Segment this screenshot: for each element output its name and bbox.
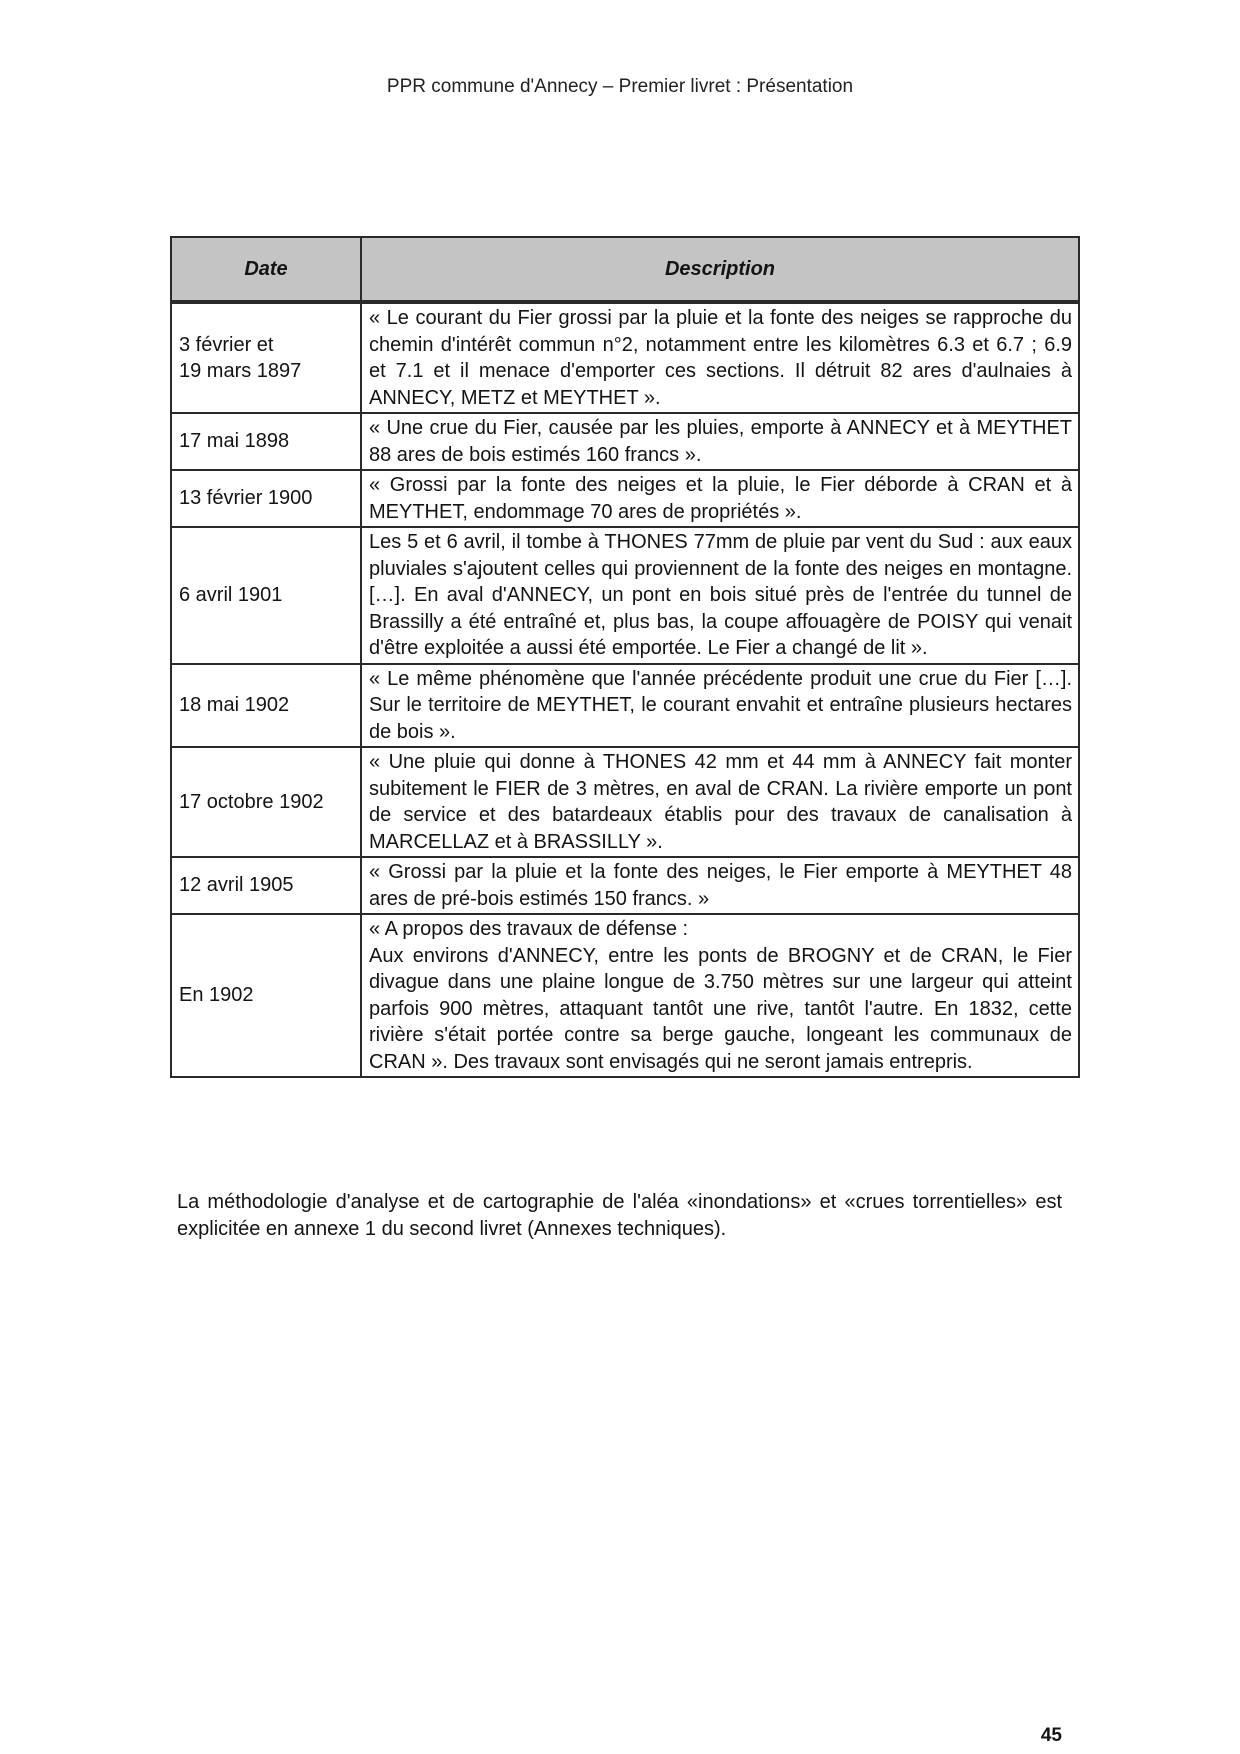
table-row	[171, 664, 1079, 748]
event-description-cell: « A propos des travaux de défense : Aux environs d'ANNECY, entre les ponts de BROGNY et de CRAN, le Fier divague dans une plaine longue de 3.750 mètres sur une largeur qui atteint parfois 900 mètres, attaquant tantôt une rive, tantôt l'autre. En 1832, cette rivière s'était portée contre sa berge gauche, longeant les communaux de CRAN ». Des travaux sont envisagés qui ne seront jamais entrepris.	[361, 914, 1079, 1077]
event-description-cell: « Une pluie qui donne à THONES 42 mm et 44 mm à ANNECY fait monter subitement le FIER de 3 mètres, en aval de CRAN. La rivière emporte un pont de service et des batardeaux établis pour des travaux de canalisation à MARCELLAZ et à BRASSILLY ».	[361, 747, 1079, 857]
event-date-cell: En 1902	[171, 914, 361, 1077]
column-header-description: Description	[361, 237, 1079, 302]
methodology-paragraph: La méthodologie d'analyse et de cartographie de l'aléa «inondations» et «crues torrentielles» est explicitée en annexe 1 du second livret (Annexes techniques).	[177, 1191, 1062, 1240]
page-number: 45	[1040, 1725, 1062, 1746]
event-date-cell: 13 février 1900	[171, 470, 361, 527]
event-description-cell: « Une crue du Fier, causée par les pluies, emporte à ANNECY et à MEYTHET 88 ares de bois estimés 160 francs ».	[361, 413, 1079, 470]
table-header-row	[171, 237, 1079, 302]
event-date-cell: 18 mai 1902	[171, 664, 361, 748]
table-row	[171, 302, 1079, 413]
event-date-cell: 3 février et 19 mars 1897	[171, 302, 361, 413]
event-date-cell: 6 avril 1901	[171, 527, 361, 664]
table-row	[171, 857, 1079, 914]
table-row	[171, 470, 1079, 527]
event-description-cell: « Grossi par la pluie et la fonte des neiges, le Fier emporte à MEYTHET 48 ares de pré-bois estimés 150 francs. »	[361, 857, 1079, 914]
event-description-cell: « Le courant du Fier grossi par la pluie et la fonte des neiges se rapproche du chemin d'intérêt commun n°2, notamment entre les kilomètres 6.3 et 6.7 ; 6.9 et 7.1 et il menace d'emporter ces sections. Il détruit 82 ares d'aulnaies à ANNECY, METZ et MEYTHET ».	[361, 302, 1079, 413]
table-body	[171, 302, 1079, 1077]
column-header-date: Date	[171, 237, 361, 302]
event-date-cell: 12 avril 1905	[171, 857, 361, 914]
event-description-cell: « Grossi par la fonte des neiges et la pluie, le Fier déborde à CRAN et à MEYTHET, endommage 70 ares de propriétés ».	[361, 470, 1079, 527]
running-header: PPR commune d'Annecy – Premier livret : Présentation	[386, 76, 854, 97]
table-row	[171, 747, 1079, 857]
event-date-cell: 17 octobre 1902	[171, 747, 361, 857]
flood-history-table	[170, 236, 1080, 1078]
event-description-cell: Les 5 et 6 avril, il tombe à THONES 77mm de pluie par vent du Sud : aux eaux pluviales s'ajoutent celles qui proviennent de la fonte des neiges en montagne.[…]. En aval d'ANNECY, un pont en bois situé près de l'entrée du tunnel de Brassilly a été entraîné et, plus bas, la coupe affouagère de POISY qui venait d'être exploitée a aussi été emportée. Le Fier a changé de lit ».	[361, 527, 1079, 664]
table-row	[171, 527, 1079, 664]
table-row	[171, 413, 1079, 470]
table-row	[171, 914, 1079, 1077]
event-description-cell: « Le même phénomène que l'année précédente produit une crue du Fier […]. Sur le territoire de MEYTHET, le courant envahit et entraîne plusieurs hectares de bois ».	[361, 664, 1079, 748]
event-date-cell: 17 mai 1898	[171, 413, 361, 470]
